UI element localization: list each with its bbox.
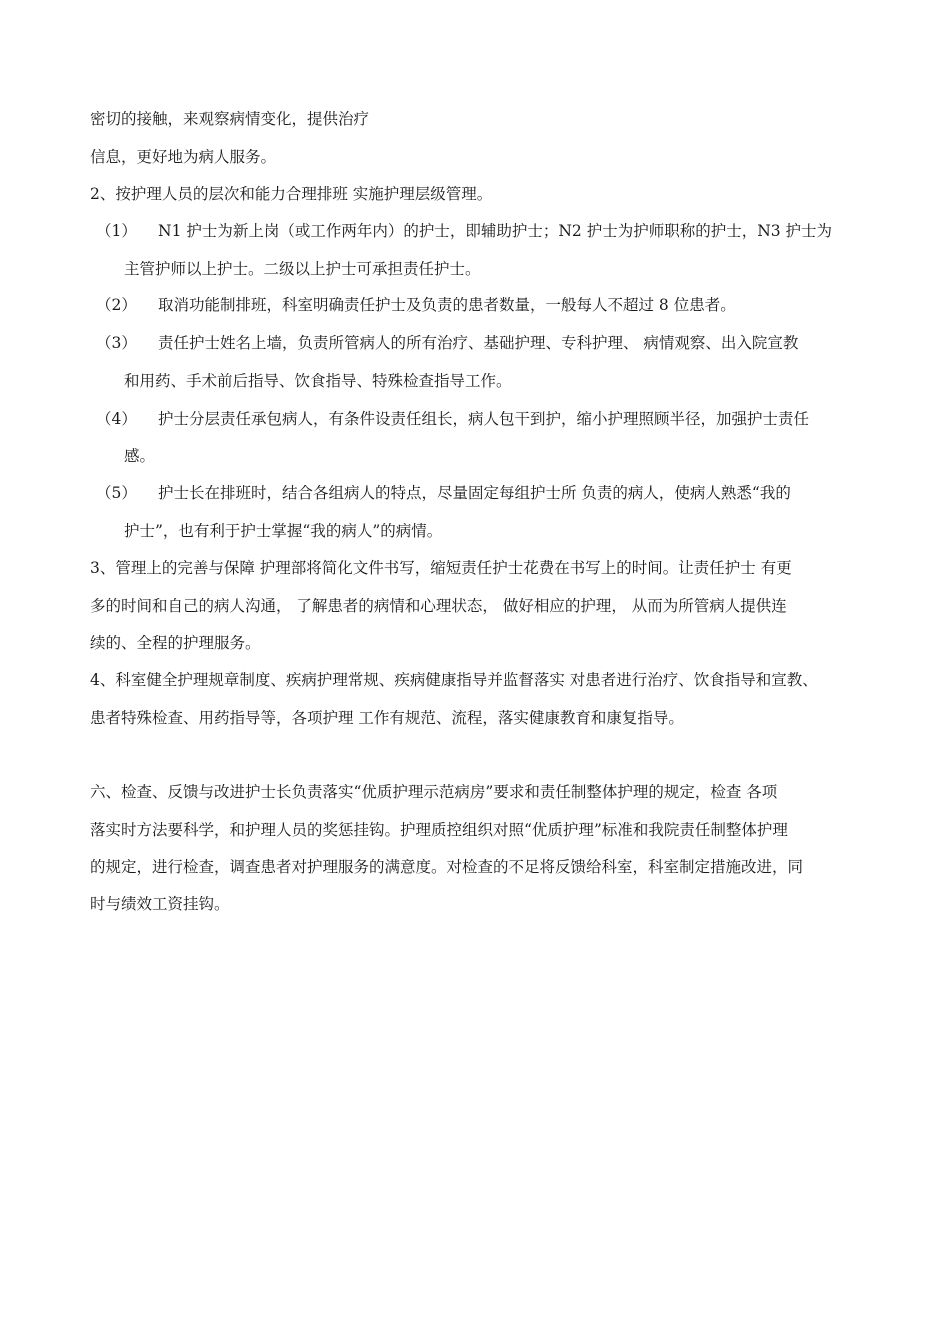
section-6-line-3: 的规定，进行检查，调查患者对护理服务的满意度。对检查的不足将反馈给科室，科室制定措施改进，同: [90, 858, 804, 876]
section-3-line-2: 多的时间和自己的病人沟通， 了解患者的病情和心理状态， 做好相应的护理， 从而为所管病人提供连: [90, 597, 787, 615]
item-1-text: N1 护士为新上岗（或工作两年内）的护士，即辅助护士；N2 护士为护师职称的护士，N3 护士为: [158, 222, 833, 240]
item-2-number: （2）: [96, 296, 137, 314]
item-1-number: （1）: [96, 222, 137, 240]
item-4-number: （4）: [96, 410, 137, 428]
section-3-line-3: 续的、全程的护理服务。: [90, 634, 261, 652]
section-6-line-4: 时与绩效工资挂钩。: [90, 895, 230, 913]
item-5-text: 护士长在排班时，结合各组病人的特点，尽量固定每组护士所 负责的病人，使病人熟悉“我的: [158, 484, 791, 502]
item-4-continuation: 感。: [124, 447, 156, 465]
section-2-heading: 2、按护理人员的层次和能力合理排班 实施护理层级管理。: [90, 185, 493, 203]
item-3-continuation: 和用药、手术前后指导、饮食指导、特殊检查指导工作。: [124, 372, 512, 390]
intro-line-2: 信息，更好地为病人服务。: [90, 148, 277, 166]
item-2-text: 取消功能制排班，科室明确责任护士及负责的患者数量，一般每人不超过 8 位患者。: [158, 296, 736, 314]
item-3-number: （3）: [96, 334, 137, 352]
item-4-text: 护士分层责任承包病人，有条件设责任组长，病人包干到护，缩小护理照顾半径，加强护士责任: [158, 410, 810, 428]
intro-line-1: 密切的接触，来观察病情变化，提供治疗: [90, 110, 370, 128]
section-4-line-1: 4、科室健全护理规章制度、疾病护理常规、疾病健康指导并监督落实 对患者进行治疗、饮食指导和宣教、: [90, 671, 818, 689]
item-3-text: 责任护士姓名上墙，负责所管病人的所有治疗、基础护理、专科护理、 病情观察、出入院宣教: [158, 334, 799, 352]
item-5-number: （5）: [96, 484, 137, 502]
section-6-line-2: 落实时方法要科学，和护理人员的奖惩挂钩。护理质控组织对照“优质护理”标准和我院责任制整体护理: [90, 821, 788, 839]
section-6-line-1: 六、检查、反馈与改进护士长负责落实“优质护理示范病房”要求和责任制整体护理的规定，检查 各项: [90, 783, 778, 801]
item-5-continuation: 护士”，也有利于护士掌握“我的病人”的病情。: [124, 522, 443, 540]
item-1-continuation: 主管护师以上护士。二级以上护士可承担责任护士。: [124, 260, 481, 278]
section-3-line-1: 3、管理上的完善与保障 护理部将简化文件书写，缩短责任护士花费在书写上的时间。让责任护士 有更: [90, 559, 792, 577]
section-4-line-2: 患者特殊检查、用药指导等，各项护理 工作有规范、流程，落实健康教育和康复指导。: [90, 709, 684, 727]
